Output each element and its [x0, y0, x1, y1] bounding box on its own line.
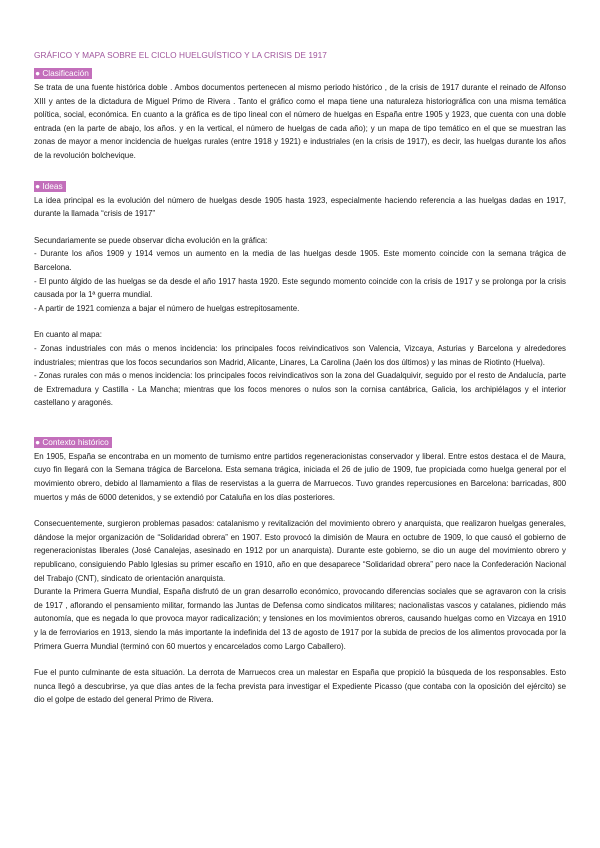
list-item: - El punto álgido de las huelgas se da desde el año 1917 hasta 1920. Este segundo momento coincide con la crisis de 1917 y se prolonga por la crisis causada por la 1ª guerra mundial. — [34, 276, 566, 300]
document-title: GRÁFICO Y MAPA SOBRE EL CICLO HUELGUÍSTICO Y LA CRISIS DE 1917 — [34, 50, 327, 60]
section-contexto — [34, 432, 566, 707]
section-label-ideas: ● Ideas — [34, 181, 66, 192]
list-item: - Zonas industriales con más o menos incidencia: los principales focos reivindicativos son Valencia, Vizcaya, Asturias y Barcelona y alrededores industriales; mientras que los focos secundarios son Madrid, Alicante, Linares, La Carolina (Jaén los dos últimos) y las minas de Riotinto (Huelva). — [34, 343, 566, 367]
section-clasificacion — [34, 63, 566, 163]
section-label-clasificacion: ● Clasificación — [34, 68, 92, 79]
paragraph: Fue el punto culminante de esta situación. La derrota de Marruecos crea un malestar en España que propició la búsqueda de los responsables. Esto nunca llegó a descubrirse, ya que días antes de la fecha prevista para investigar el Expediente Picasso (que contaba con la oposición del ejército) se dio el golpe de estado del general Primo de Rivera. — [34, 668, 566, 705]
paragraph: Consecuentemente, surgieron problemas pasados: catalanismo y revitalización del movimiento obrero y anarquista, que realizaron huelgas generales, dándose la mejor organización de “Solidaridad obrera” en 1907. Esto provocó la dimisión de Maura en octubre de 1909, lo que causó el gobierno de regeneracionistas liberales (José Canalejas, asesinado en 1912 por un anarquista). Durante este gobierno, se dio un auge del movimiento obrero y republicano, consiguiendo Pablo Iglesias su primer escaño en 1910, año en que desaparece “Solidaridad obrera” pero nace la Confederación Nacional del Trabajo (CNT), sindicato de orientación anarquista. — [34, 519, 566, 583]
paragraph: Durante la Primera Guerra Mundial, España disfrutó de un gran desarrollo económico, provocando diferencias sociales que se agravaron con la crisis de 1917 , aflorando el pensamiento militar, formando las Juntas de Defensa como sindicatos militares; nacionalistas vascos y catalanes, pidiendo más autonomía, que es negada lo que provoca mayor radicalización; y tensiones en los movimientos obreros, causando huelgas como en Vizcaya en 1910 y la de ferroviarios en 1913, siendo la más importante la indefinida del 13 de agosto de 1917 por la subida de precios de los alimentos provocada por la Primera Guerra Mundial (terminó con 60 muertos y encarcelados como Largo Caballero). — [34, 587, 566, 651]
section-label-contexto: ● Contexto histórico — [34, 437, 112, 448]
paragraph: En cuanto al mapa: — [34, 330, 102, 340]
section-ideas — [34, 176, 566, 410]
paragraph: Secundariamente se puede observar dicha evolución en la gráfica: — [34, 235, 268, 245]
document-page — [34, 50, 566, 707]
paragraph: En 1905, España se encontraba en un momento de turnismo entre partidos regeneracionistas conservador y liberal. Entre estos destaca el de Maura, cuyo fin llegará con la Semana trágica de Barcelona. Esta semana trágica, iniciada el 26 de julio de 1909, fue propiciada como huelga general por el movimiento obrero, debido al llamamiento a filas de reservistas a la guerra de Marruecos. Tuvo grandes repercusiones en Barcelona: barricadas, 800 muertos y más de 6000 detenidos, y se extendió por Cataluña en los días posteriores. — [34, 451, 566, 502]
list-item: - Durante los años 1909 y 1914 vemos un aumento en la media de las huelgas desde 1905. Este momento coincide con la semana trágica de Barcelona. — [34, 249, 566, 272]
paragraph: La idea principal es la evolución del número de huelgas desde 1905 hasta 1923, especialmente haciendo referencia a las huelgas dadas en 1917, durante la llamada “crisis de 1917” — [34, 195, 566, 219]
paragraph: Se trata de una fuente histórica doble . Ambos documentos pertenecen al mismo periodo histórico , de la crisis de 1917 durante el reinado de Alfonso XIII y antes de la dictadura de Miguel Primo de Rivera . Tanto el gráfico como el mapa tiene una naturaleza historiográfica con una misma temática política, social, económica. En cuanto a la gráfica es de tipo lineal con el número de huelgas en España entre 1905 y 1923, que cuenta con una doble entrada (en la parte de abajo, los años. y en la vertical, el número de huelgas de cada año); y un mapa de tipo temático en el que se muestran las zonas de mayor a menor incidencia de huelgas rurales (entre 1918 y 1921) e industriales (en la crisis de 1917), es decir, las huelgas durante los años de la revolución bolchevique. — [34, 83, 566, 160]
list-item: - A partir de 1921 comienza a bajar el número de huelgas estrepitosamente. — [34, 303, 300, 313]
list-item: - Zonas rurales con más o menos incidencia: los principales focos reivindicativos son la zona del Guadalquivir, seguido por el resto de Andalucía, parte de Extremadura y Castilla - La Mancha; mientras que los focos menores o nulos son la cornisa cantábrica, Galicia, los archipiélagos y el interior castellano y aragonés. — [34, 371, 566, 408]
